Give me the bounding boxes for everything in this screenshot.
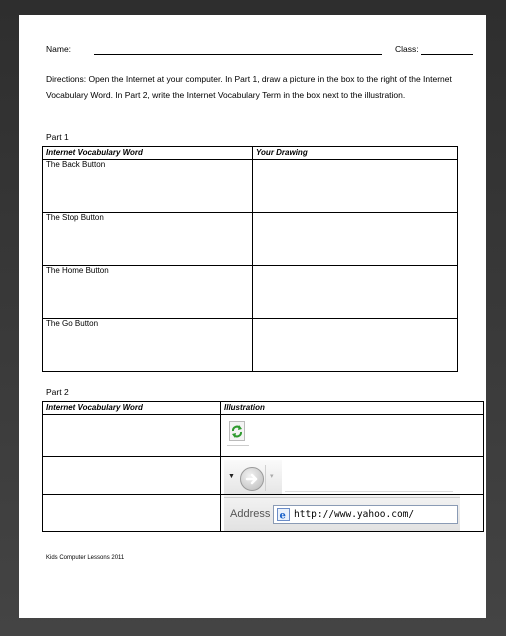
chevron-down-icon: ▾: [270, 473, 274, 480]
footer-text: Kids Computer Lessons 2011: [46, 555, 125, 561]
answer-cell: [43, 495, 221, 532]
drawing-cell: [253, 266, 458, 319]
browser-page-icon: [277, 508, 290, 521]
part1-col-word: Internet Vocabulary Word: [43, 147, 253, 160]
vocab-word-cell: The Back Button: [43, 160, 253, 213]
table-row: [43, 266, 458, 319]
toolbar-separator: [265, 465, 266, 491]
table-row: [43, 319, 458, 372]
worksheet-page: [19, 15, 486, 618]
drawing-cell: [253, 213, 458, 266]
name-blank-line: [94, 45, 382, 55]
answer-cell: [43, 457, 221, 495]
vocab-word-cell: The Go Button: [43, 319, 253, 372]
dropdown-arrow-icon: ▼: [228, 473, 235, 480]
part1-header-row: [43, 147, 458, 160]
part2-col-illustration: Illustration: [221, 402, 484, 415]
icon-underline: [227, 445, 249, 446]
illustration-cell: [221, 457, 484, 495]
name-label: Name:: [46, 44, 72, 54]
table-row: [43, 457, 484, 495]
vocab-word-cell: The Home Button: [43, 266, 253, 319]
drawing-cell: [253, 160, 458, 213]
go-button-illustration: [224, 460, 282, 494]
directions-text: Directions: Open the Internet at your computer. In Part 1, draw a picture in the box to the right of the Internet Vocabulary Word. In Part 2, write the Internet Vocabulary Term in the box next to the illustration.: [46, 74, 452, 100]
answer-cell: [43, 415, 221, 457]
part1-label: Part 1: [46, 132, 69, 142]
illustration-cell: [221, 495, 484, 532]
illustration-cell: [221, 415, 484, 457]
class-label: Class:: [395, 44, 419, 54]
address-input: [273, 505, 458, 524]
vocab-word-cell: The Stop Button: [43, 213, 253, 266]
address-url: http://www.yahoo.com/: [294, 509, 415, 520]
part2-header-row: [43, 402, 484, 415]
address-label: Address: [230, 508, 271, 520]
refresh-icon: [229, 421, 245, 441]
address-bar-illustration: [224, 495, 460, 531]
toolbar-rule: [224, 497, 460, 498]
go-button-icon: [240, 467, 264, 491]
part2-table: [42, 401, 484, 532]
table-row: [43, 160, 458, 213]
part1-table: [42, 146, 458, 372]
table-row: [43, 213, 458, 266]
drawing-cell: [253, 319, 458, 372]
part1-col-drawing: Your Drawing: [253, 147, 458, 160]
toolbar-rule: [285, 491, 453, 492]
part2-label: Part 2: [46, 387, 69, 397]
part2-col-word: Internet Vocabulary Word: [43, 402, 221, 415]
svg-text:e: e: [279, 510, 286, 521]
table-row: [43, 415, 484, 457]
table-row: [43, 495, 484, 532]
class-blank-line: [421, 45, 473, 55]
